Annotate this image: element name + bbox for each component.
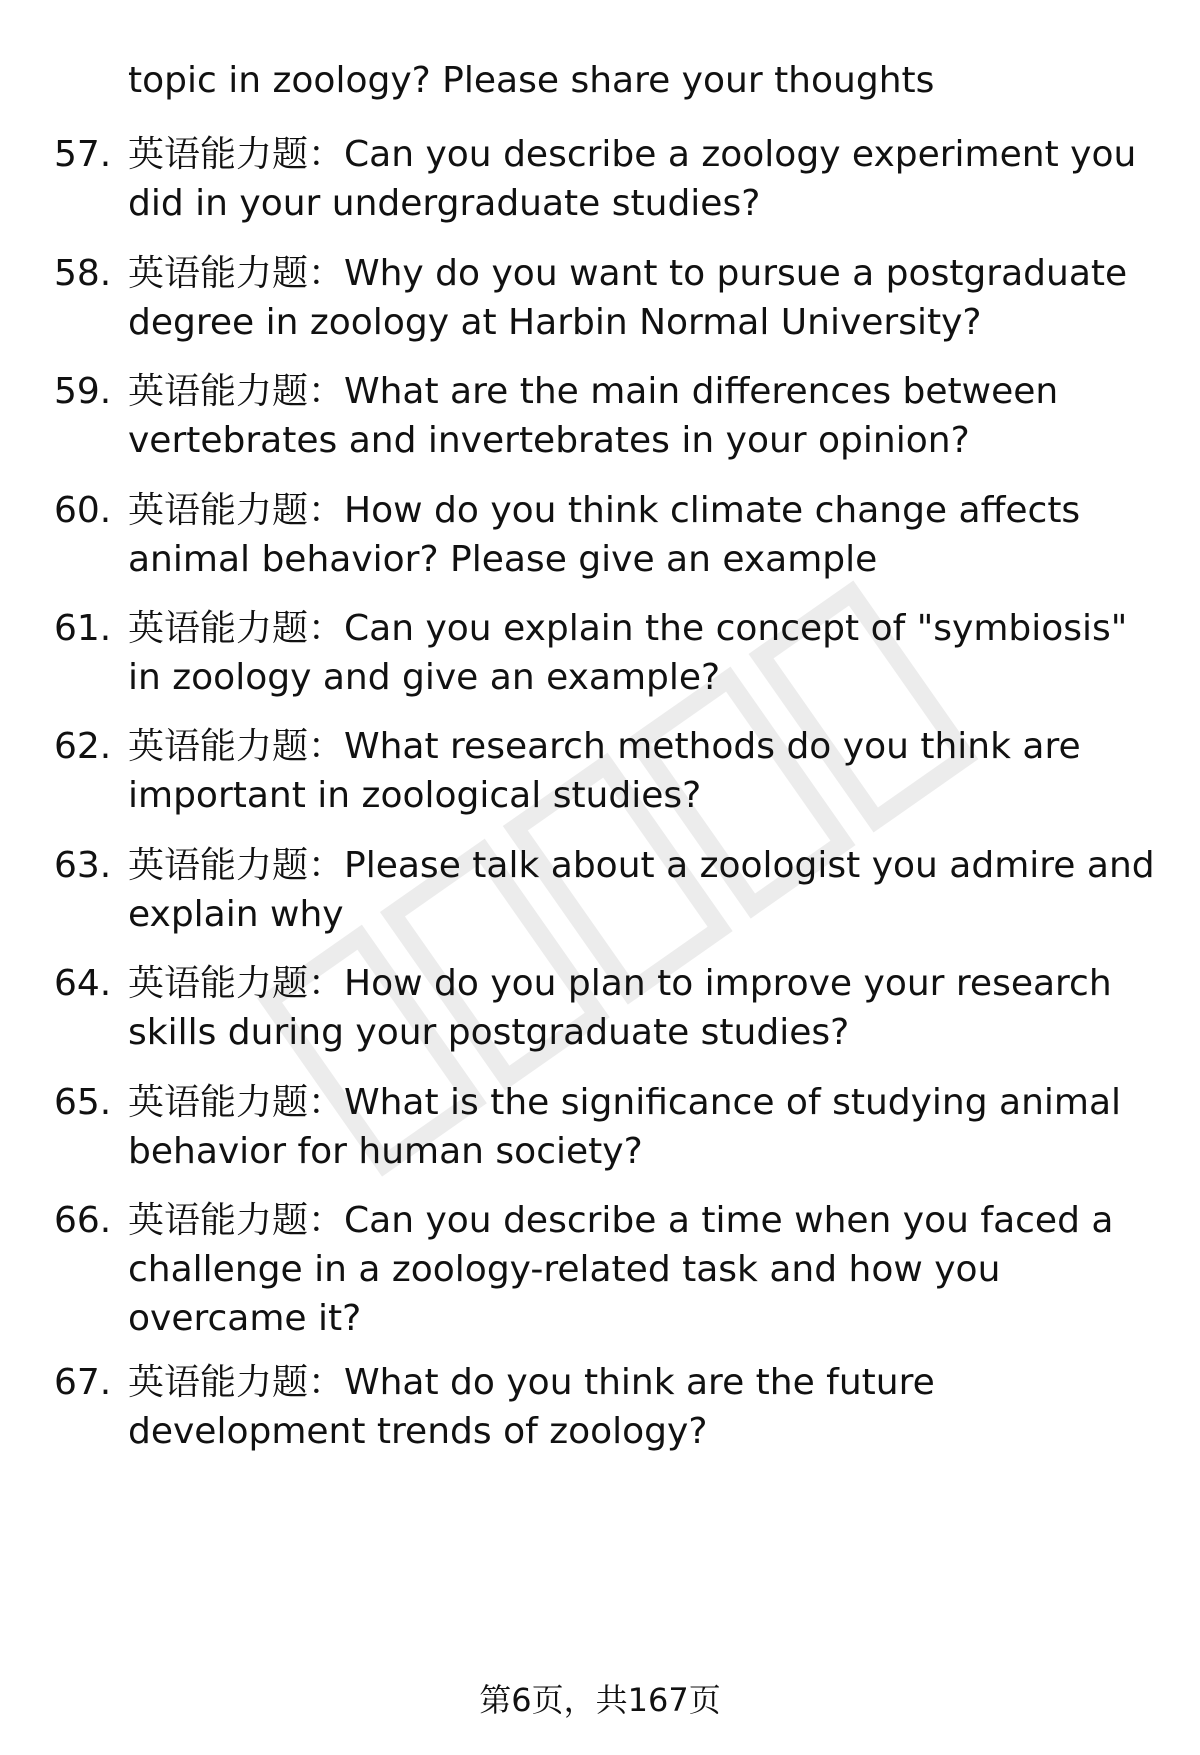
question-prefix: 英语能力题： xyxy=(128,1200,345,1241)
question-text xyxy=(128,604,1168,702)
question-body: Please talk about a zoologist you admire and explain why xyxy=(128,845,1155,935)
question-body: Can you describe a time when you faced a challenge in a zoology-related task and how you overcame it? xyxy=(128,1200,1114,1339)
continuation-text: topic in zoology? Please share your thoughts xyxy=(128,60,935,101)
question-text xyxy=(128,486,1168,584)
question-number: 66. xyxy=(54,1200,112,1241)
question-prefix: 英语能力题： xyxy=(128,608,345,649)
question-prefix: 英语能力题： xyxy=(128,963,345,1004)
question-prefix: 英语能力题： xyxy=(128,253,345,294)
question-text xyxy=(128,367,1168,465)
question-body: Can you describe a zoology experiment you did in your undergraduate studies? xyxy=(128,134,1137,224)
question-number: 62. xyxy=(54,726,112,767)
question-prefix: 英语能力题： xyxy=(128,1082,345,1123)
question-body: How do you plan to improve your research skills during your postgraduate studies? xyxy=(128,963,1112,1053)
question-prefix: 英语能力题： xyxy=(128,726,345,767)
question-text xyxy=(128,841,1168,939)
question-text xyxy=(128,249,1168,347)
question-number: 65. xyxy=(54,1082,112,1123)
question-number: 64. xyxy=(54,963,112,1004)
question-number: 61. xyxy=(54,608,112,649)
question-body: Why do you want to pursue a postgraduate degree in zoology at Harbin Normal University? xyxy=(128,253,1128,343)
question-prefix: 英语能力题： xyxy=(128,845,345,886)
question-body: What is the significance of studying animal behavior for human society? xyxy=(128,1082,1122,1172)
question-number: 57. xyxy=(54,134,112,175)
question-text xyxy=(128,722,1168,820)
question-prefix: 英语能力题： xyxy=(128,1362,345,1403)
question-text xyxy=(128,1196,1168,1343)
question-text xyxy=(128,1078,1168,1176)
question-body: What do you think are the future development trends of zoology? xyxy=(128,1362,935,1452)
question-body: What are the main differences between vertebrates and invertebrates in your opinion? xyxy=(128,371,1059,461)
question-prefix: 英语能力题： xyxy=(128,490,345,531)
question-number: 63. xyxy=(54,845,112,886)
question-prefix: 英语能力题： xyxy=(128,134,345,175)
question-text xyxy=(128,130,1168,228)
question-text xyxy=(128,1358,1168,1456)
question-number: 59. xyxy=(54,371,112,412)
question-body: How do you think climate change affects animal behavior? Please give an example xyxy=(128,490,1081,580)
question-number: 67. xyxy=(54,1362,112,1403)
page-footer: 第6页，共167页 xyxy=(479,1681,721,1719)
question-body: What research methods do you think are important in zoological studies? xyxy=(128,726,1081,816)
question-body: Can you explain the concept of "symbiosis" in zoology and give an example? xyxy=(128,608,1128,698)
question-number: 58. xyxy=(54,253,112,294)
question-text xyxy=(128,959,1168,1057)
question-prefix: 英语能力题： xyxy=(128,371,345,412)
question-number: 60. xyxy=(54,490,112,531)
